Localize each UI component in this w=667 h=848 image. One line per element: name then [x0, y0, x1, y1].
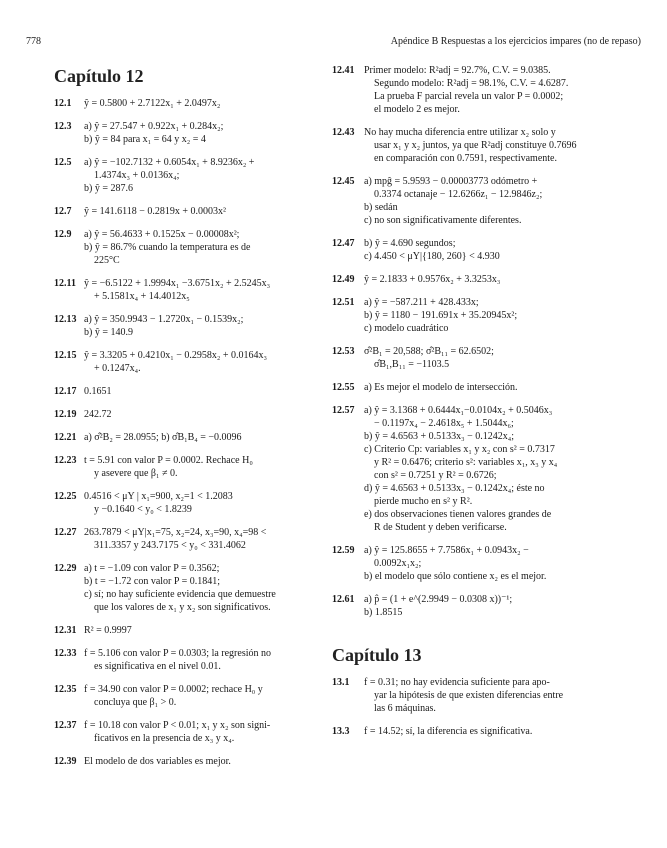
exercise-number: 12.27 — [54, 527, 77, 538]
right-column — [332, 64, 618, 748]
answer-line: b) 1.8515 — [364, 607, 403, 618]
answer-entry — [332, 345, 618, 371]
answer-line: f = 10.18 con valor P < 0.01; x₁ y x₂ son signi- — [84, 720, 271, 731]
answer-text — [364, 345, 618, 371]
answer-text — [364, 296, 618, 335]
exercise-number: 12.57 — [332, 405, 355, 416]
answer-text — [84, 97, 340, 110]
answer-text — [364, 676, 618, 715]
answer-line: a) ŷ = 56.4633 + 0.1525x − 0.00008x²; — [84, 229, 240, 240]
answer-entry — [54, 120, 340, 146]
answer-line: a) ŷ = 3.1368 + 0.6444x₁−0.0104x₂ + 0.5046x₃ — [364, 405, 553, 416]
answer-line: Segundo modelo: R²adj = 98.1%, C.V. = 4.6287. — [374, 78, 569, 89]
exercise-number: 12.23 — [54, 455, 77, 466]
answer-line: b) ŷ = 287.6 — [84, 183, 133, 194]
answer-text — [364, 64, 618, 116]
exercise-number: 12.41 — [332, 65, 355, 76]
exercise-number: 12.39 — [54, 756, 77, 767]
answer-line: + 0.1247x₄. — [94, 363, 141, 374]
answer-line: 242.72 — [84, 409, 112, 420]
answer-entry — [54, 526, 340, 552]
answer-line: ŷ = −6.5122 + 1.9994x₁ −3.6751x₂ + 2.5245x₃ — [84, 278, 271, 289]
page-number: 778 — [26, 36, 41, 47]
exercise-number: 12.53 — [332, 346, 355, 357]
chapter-12-entries-left — [54, 97, 340, 768]
answer-entry — [54, 408, 340, 421]
answer-line: ficativos en la presencia de x₃ y x₄. — [94, 733, 235, 744]
exercise-number: 13.3 — [332, 726, 350, 737]
answer-entry — [54, 156, 340, 195]
answer-line: σ̂B₁,B₁₁ = −1103.5 — [374, 359, 450, 370]
exercise-number: 13.1 — [332, 677, 350, 688]
answer-entry — [332, 404, 618, 534]
answer-line: c) no son significativamente diferentes. — [364, 215, 522, 226]
answer-line: c) 4.450 < μY|{180, 260} < 4.930 — [364, 251, 500, 262]
answer-entry — [332, 593, 618, 619]
left-column — [54, 64, 340, 778]
answer-line: f = 5.106 con valor P = 0.0303; la regresión no — [84, 648, 271, 659]
exercise-number: 12.35 — [54, 684, 77, 695]
answer-line: c) Criterio Cp: variables x₁ y x₂ con s² = 0.7317 — [364, 444, 555, 455]
answer-line: b) ŷ = 4.690 segundos; — [364, 238, 456, 249]
answer-line: ŷ = 2.1833 + 0.9576x₂ + 3.3253x₃ — [364, 274, 501, 285]
answer-line: ŷ = 3.3205 + 0.4210x₁ − 0.2958x₂ + 0.0164x₃ — [84, 350, 268, 361]
answer-line: y −0.1640 < y₀ < 1.8239 — [94, 504, 192, 515]
answer-text — [84, 454, 340, 480]
answer-entry — [54, 97, 340, 110]
answer-line: + 5.1581x₄ + 14.4012x₅ — [94, 291, 190, 302]
answer-line: f = 0.31; no hay evidencia suficiente para apo- — [364, 677, 550, 688]
exercise-number: 12.7 — [54, 206, 72, 217]
answer-line: ŷ = 0.5800 + 2.7122x₁ + 2.0497x₂ — [84, 98, 221, 109]
answer-line: No hay mucha diferencia entre utilizar x₂ solo y — [364, 127, 556, 138]
answer-line: 0.3374 octanaje − 12.6266z₁ − 12.9846z₂; — [374, 189, 543, 200]
answer-line: ŷ = 141.6118 − 0.2819x + 0.0003x² — [84, 206, 227, 217]
exercise-number: 12.45 — [332, 176, 355, 187]
answer-line: a) mpĝ = 5.9593 − 0.00003773 odómetro + — [364, 176, 538, 187]
answer-entry — [332, 126, 618, 165]
answer-entry — [54, 385, 340, 398]
answer-line: La prueba F parcial revela un valor P = 0.0002; — [374, 91, 564, 102]
answer-text — [84, 156, 340, 195]
answer-text — [84, 719, 340, 745]
answer-text — [84, 408, 340, 421]
answer-line: f = 14.52; sí, la diferencia es significativa. — [364, 726, 533, 737]
answer-line: b) ŷ = 84 para x₁ = 64 y x₂ = 4 — [84, 134, 206, 145]
exercise-number: 12.55 — [332, 382, 355, 393]
answer-entry — [54, 562, 340, 614]
answer-line: b) el modelo que sólo contiene x₂ es el mejor. — [364, 571, 547, 582]
answer-text — [84, 624, 340, 637]
answer-line: El modelo de dos variables es mejor. — [84, 756, 231, 767]
answer-entry — [54, 755, 340, 768]
answer-entry — [332, 381, 618, 394]
answer-text — [84, 683, 340, 709]
answer-line: b) ŷ = 1180 − 191.691x + 35.20945x²; — [364, 310, 518, 321]
answer-entry — [332, 676, 618, 715]
answer-text — [364, 381, 618, 394]
answer-line: 263.7879 < μY|x₁=75, x₂=24, x₃=90, x₄=98 < — [84, 527, 267, 538]
answer-line: − 0.1197x₄ − 2.4618x₅ + 1.5044x₆; — [374, 418, 514, 429]
answer-entry — [332, 237, 618, 263]
exercise-number: 12.25 — [54, 491, 77, 502]
answer-line: a) Es mejor el modelo de intersección. — [364, 382, 518, 393]
answer-line: 0.1651 — [84, 386, 112, 397]
exercise-number: 12.47 — [332, 238, 355, 249]
exercise-number: 12.15 — [54, 350, 77, 361]
answer-line: d) ŷ = 4.6563 + 0.5133x₃ − 0.1242x₄; éste no — [364, 483, 545, 494]
exercise-number: 12.33 — [54, 648, 77, 659]
answer-text — [364, 237, 618, 263]
running-head — [26, 36, 641, 50]
answer-entry — [54, 624, 340, 637]
answer-entry — [332, 64, 618, 116]
answer-line: σ̂²B₁ = 20,588; σ̂²B₁₁ = 62.6502; — [364, 346, 494, 357]
answer-line: t = 5.91 con valor P = 0.0002. Rechace H₀ — [84, 455, 253, 466]
answer-text — [364, 404, 618, 534]
answer-text — [84, 562, 340, 614]
answer-entry — [332, 175, 618, 227]
answer-entry — [332, 296, 618, 335]
answer-entry — [54, 431, 340, 444]
answer-line: a) t = −1.09 con valor P = 0.3562; — [84, 563, 220, 574]
answer-line: a) p̂ = (1 + e^(2.9949 − 0.0308 x))⁻¹; — [364, 594, 513, 605]
answer-text — [84, 755, 340, 768]
answer-line: es significativa en el nivel 0.01. — [94, 661, 221, 672]
answer-entry — [54, 205, 340, 218]
exercise-number: 12.5 — [54, 157, 72, 168]
exercise-number: 12.13 — [54, 314, 77, 325]
answer-line: yar la hipótesis de que existen diferencias entre — [374, 690, 564, 701]
answer-line: a) ŷ = 27.547 + 0.922x₁ + 0.284x₂; — [84, 121, 224, 132]
exercise-number: 12.51 — [332, 297, 355, 308]
answer-line: en comparación con 0.7591, respectivamente. — [374, 153, 557, 164]
exercise-number: 12.43 — [332, 127, 355, 138]
answer-line: c) sí; no hay suficiente evidencia que demuestre — [84, 589, 276, 600]
answer-entry — [54, 349, 340, 375]
answer-entry — [54, 719, 340, 745]
answer-text — [84, 431, 340, 444]
chapter-13-title: Capítulo 13 — [332, 645, 422, 665]
answer-line: e) dos observaciones tienen valores grandes de — [364, 509, 552, 520]
exercise-number: 12.59 — [332, 545, 355, 556]
answer-line: 1.4374x₃ + 0.0136x₄; — [94, 170, 180, 181]
answer-text — [364, 126, 618, 165]
answer-entry — [332, 725, 618, 738]
answer-text — [364, 725, 618, 738]
answer-line: b) ŷ = 86.7% cuando la temperatura es de — [84, 242, 251, 253]
exercise-number: 12.11 — [54, 278, 76, 289]
answer-text — [84, 120, 340, 146]
answer-line: 311.3357 y 243.7175 < y₀ < 331.4062 — [94, 540, 246, 551]
exercise-number: 12.19 — [54, 409, 77, 420]
answer-entry — [54, 490, 340, 516]
answer-line: que los valores de x₁ y x₂ son significativos. — [94, 602, 271, 613]
answer-line: con s² = 0.7251 y R² = 0.6726; — [374, 470, 497, 481]
answer-text — [84, 313, 340, 339]
answer-line: el modelo 2 es mejor. — [374, 104, 460, 115]
answer-entry — [54, 454, 340, 480]
answer-line: b) t = −1.72 con valor P = 0.1841; — [84, 576, 220, 587]
answer-entry — [54, 228, 340, 267]
answer-line: R de Student y deben verificarse. — [374, 522, 507, 533]
answer-line: a) ŷ = 350.9943 − 1.2720x₁ − 0.1539x₂; — [84, 314, 244, 325]
answer-text — [84, 228, 340, 267]
exercise-number: 12.3 — [54, 121, 72, 132]
answer-entry — [332, 273, 618, 286]
answer-text — [364, 544, 618, 583]
answer-line: f = 34.90 con valor P = 0.0002; rechace H₀ y — [84, 684, 263, 695]
answer-entry — [332, 544, 618, 583]
answer-text — [84, 526, 340, 552]
answer-entry — [54, 277, 340, 303]
running-title: Apéndice B Respuestas a los ejercicios impares (no de repaso) — [390, 36, 641, 47]
answer-text — [84, 205, 340, 218]
chapter-12-entries-right — [332, 64, 618, 619]
answer-line: a) ŷ = −587.211 + 428.433x; — [364, 297, 479, 308]
answer-line: R² = 0.9997 — [84, 625, 132, 636]
exercise-number: 12.17 — [54, 386, 77, 397]
exercise-number: 12.1 — [54, 98, 72, 109]
answer-line: a) ŷ = −102.7132 + 0.6054x₁ + 8.9236x₂ + — [84, 157, 255, 168]
chapter-13-entries — [332, 676, 618, 738]
answer-line: usar x₁ y x₂ juntos, ya que R²adj constituye 0.7696 — [374, 140, 577, 151]
answer-text — [364, 273, 618, 286]
answer-line: c) modelo cuadrático — [364, 323, 449, 334]
answer-line: Primer modelo: R²adj = 92.7%, C.V. = 9.0385. — [364, 65, 551, 76]
exercise-number: 12.37 — [54, 720, 77, 731]
answer-line: 0.0092x₁x₂; — [374, 558, 422, 569]
answer-line: las 6 máquinas. — [374, 703, 436, 714]
answer-line: b) ŷ = 4.6563 + 0.5133x₃ − 0.1242x₄; — [364, 431, 514, 442]
answer-line: b) sedán — [364, 202, 398, 213]
answer-text — [84, 349, 340, 375]
exercise-number: 12.9 — [54, 229, 72, 240]
answer-entry — [54, 683, 340, 709]
answer-entry — [54, 647, 340, 673]
answer-text — [84, 647, 340, 673]
exercise-number: 12.61 — [332, 594, 355, 605]
answer-text — [364, 175, 618, 227]
exercise-number: 12.21 — [54, 432, 77, 443]
exercise-number: 12.29 — [54, 563, 77, 574]
answer-line: y R² = 0.6476; criterio s²: variables x₁, x₃ y x₄ — [374, 457, 558, 468]
answer-text — [84, 385, 340, 398]
exercise-number: 12.31 — [54, 625, 77, 636]
answer-line: a) ŷ = 125.8655 + 7.7586x₁ + 0.0943x₂ − — [364, 545, 529, 556]
answer-line: concluya que β₁ > 0. — [94, 697, 177, 708]
answer-line: b) ŷ = 140.9 — [84, 327, 133, 338]
answer-line: 0.4516 < μY | x₁=900, x₂=1 < 1.2083 — [84, 491, 233, 502]
answer-entry — [54, 313, 340, 339]
answer-text — [84, 277, 340, 303]
answer-line: pierde mucho en s² y R². — [374, 496, 473, 507]
answer-text — [84, 490, 340, 516]
answer-line: y asevere que β₁ ≠ 0. — [94, 468, 178, 479]
answer-line: 225°C — [94, 255, 120, 266]
exercise-number: 12.49 — [332, 274, 355, 285]
answer-text — [364, 593, 618, 619]
answer-line: a) σ̂²B₂ = 28.0955; b) σ̂B₁B₄ = −0.0096 — [84, 432, 242, 443]
chapter-12-title: Capítulo 12 — [54, 66, 144, 86]
